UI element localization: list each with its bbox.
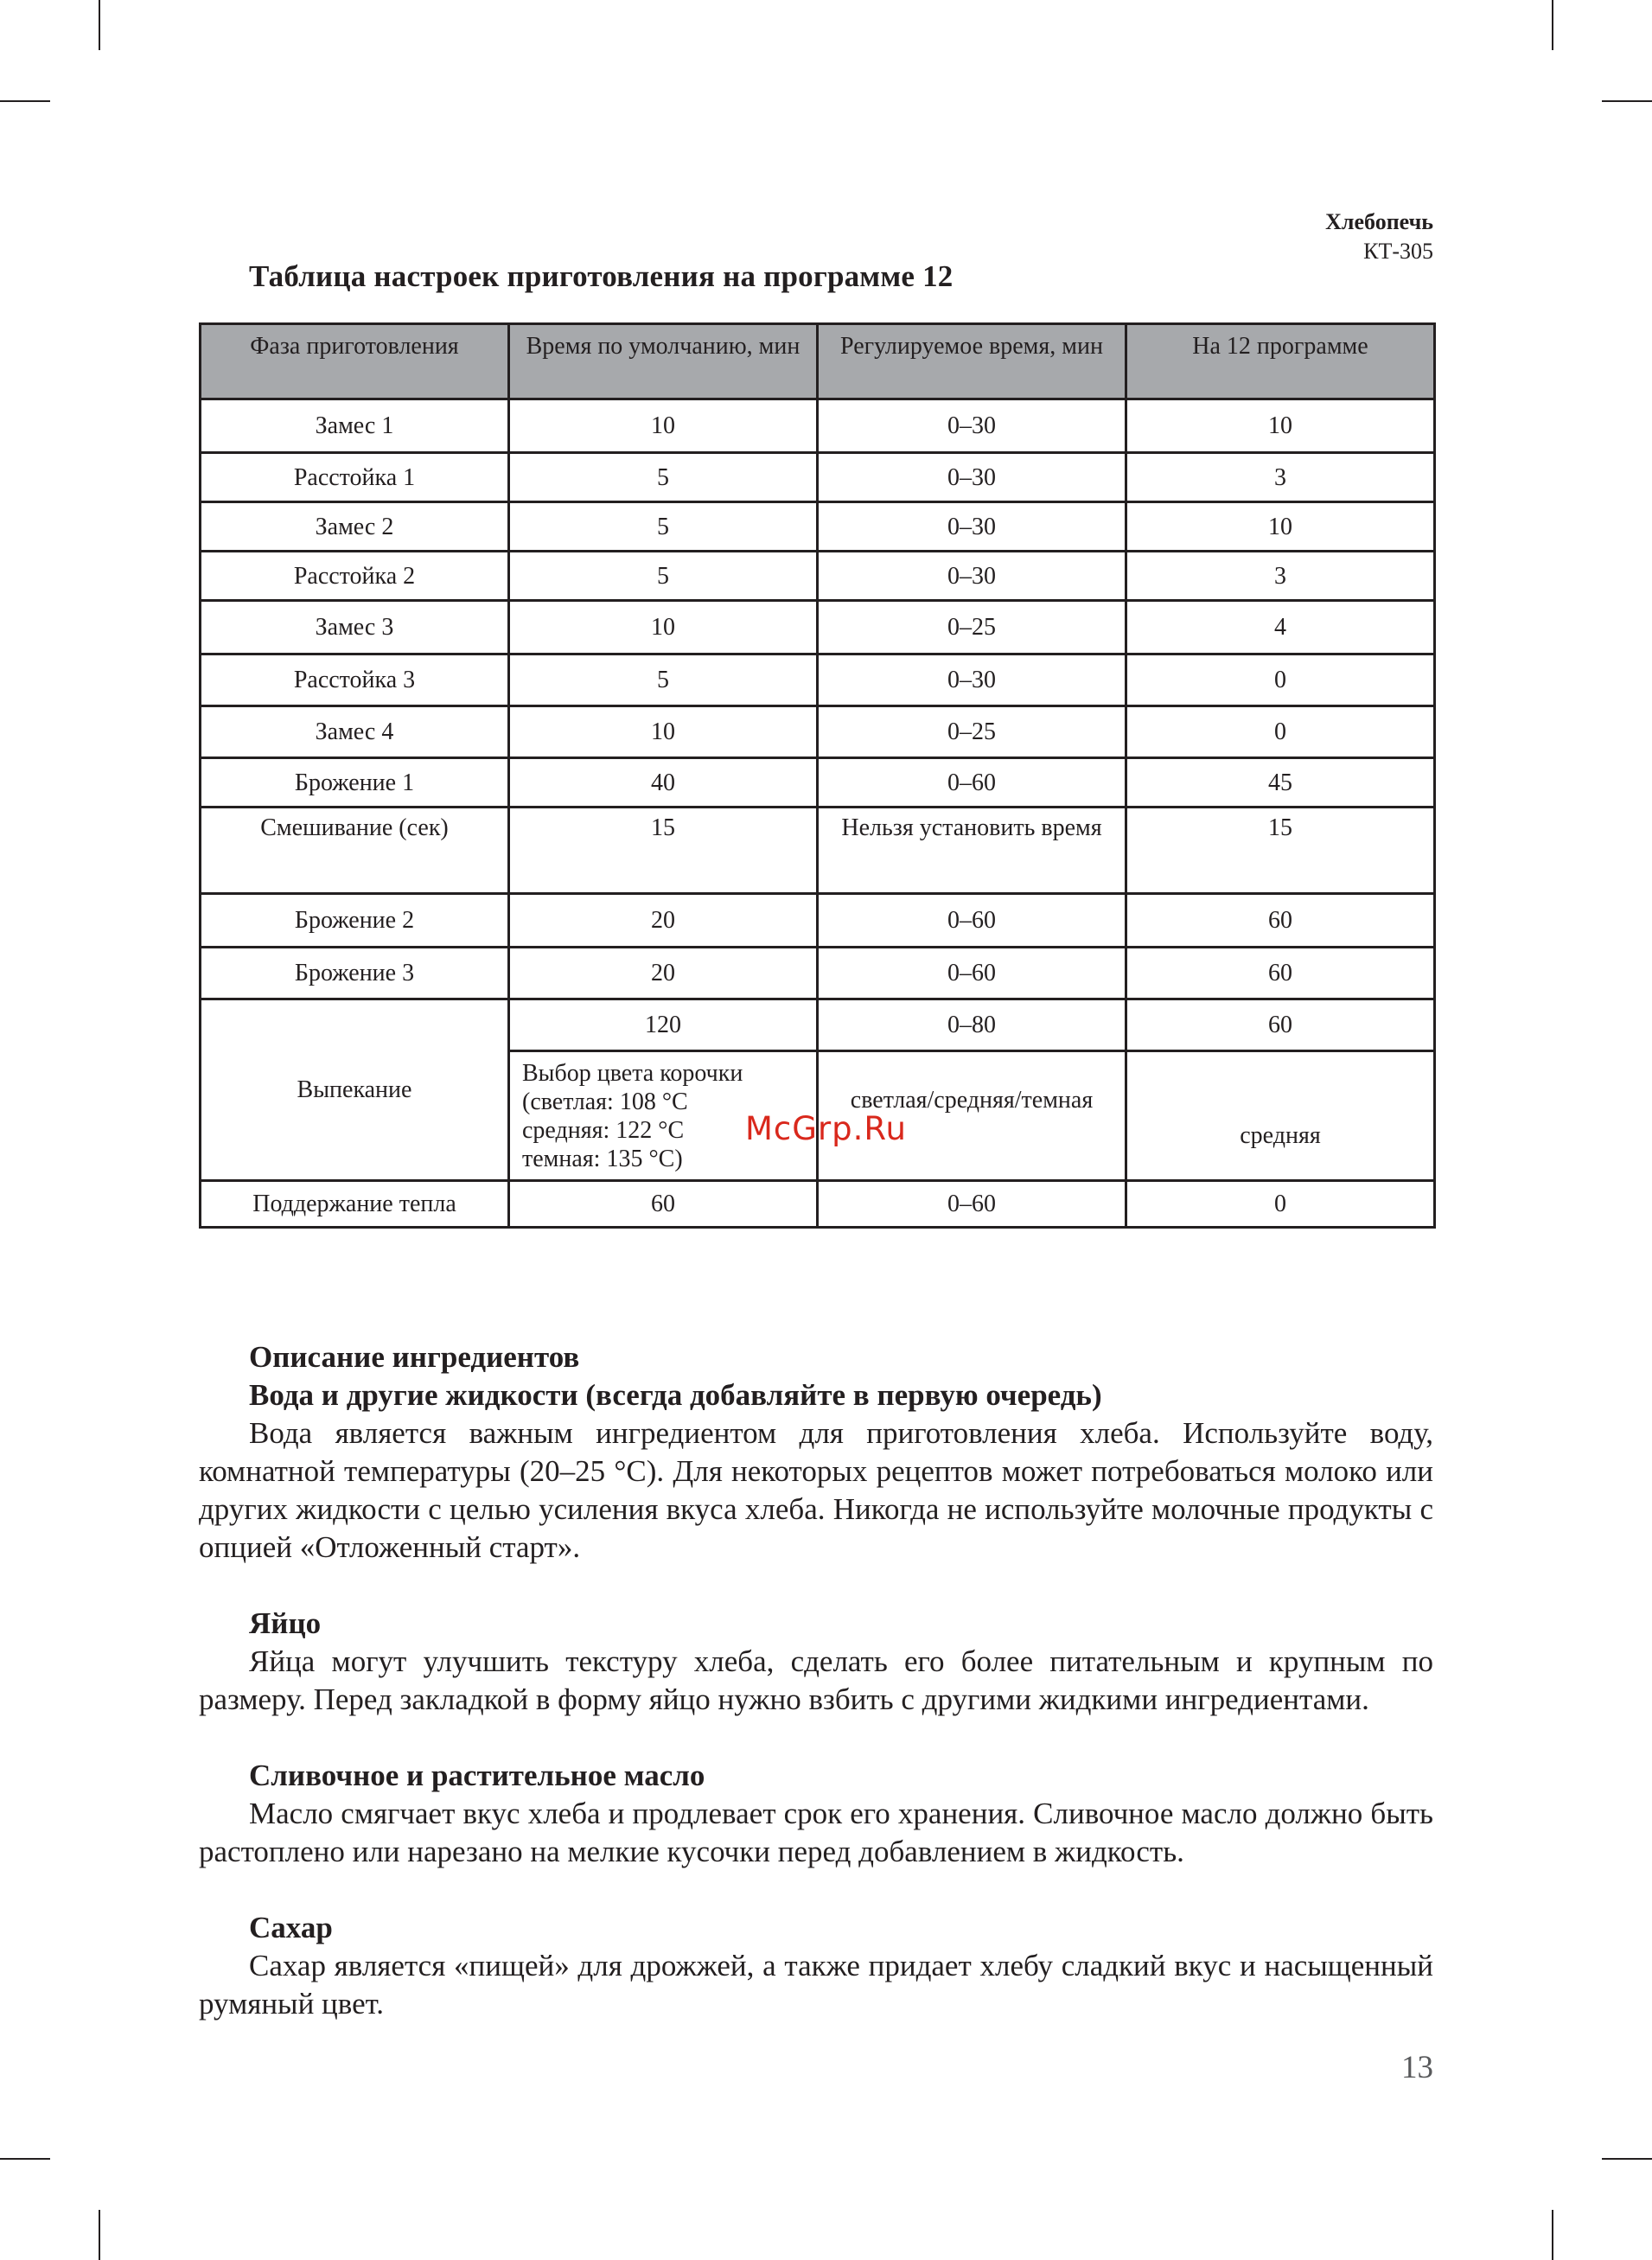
crust-color-line: Выбор цвета корочки [522,1059,743,1087]
adjustable-time-cell: 0–30 [818,552,1126,601]
program12-cell: 45 [1126,758,1435,808]
crust-program12-cell: средняя [1126,1051,1435,1181]
default-time-cell: 10 [509,601,818,654]
phase-cell: Замес 1 [201,399,509,453]
watermark: McGrp.Ru [745,1110,907,1147]
crust-color-line: (светлая: 108 °C [522,1088,688,1115]
program12-cell: 10 [1126,502,1435,552]
table-row [201,654,1435,706]
table-row [201,706,1435,758]
phase-cell: Расстойка 1 [201,453,509,502]
table-row [201,758,1435,808]
program12-cell: 0 [1126,706,1435,758]
column-header: Фаза приготовления [201,324,509,399]
column-header: На 12 программе [1126,324,1435,399]
phase-cell: Расстойка 3 [201,654,509,706]
crop-mark [1552,0,1553,50]
running-header [1325,207,1433,266]
adjustable-time-cell: 0–60 [818,894,1126,948]
crust-color-line: средняя: 122 °C [522,1116,685,1144]
program12-cell: 0 [1126,654,1435,706]
adjustable-time-cell: Нельзя установить время [818,808,1126,894]
crop-mark [1602,100,1652,102]
adjustable-time-cell: 0–30 [818,453,1126,502]
program12-cell: 4 [1126,601,1435,654]
default-time-cell: 40 [509,758,818,808]
crop-mark [99,0,100,50]
default-time-cell: 60 [509,1181,818,1228]
adjustable-time-cell: 0–80 [818,999,1126,1051]
table-row [201,1181,1435,1228]
program12-cell: 10 [1126,399,1435,453]
crop-mark [99,2210,100,2260]
crop-mark [1552,2210,1553,2260]
phase-cell: Брожение 3 [201,948,509,999]
crust-color-line: темная: 135 °C) [522,1145,683,1172]
butter-paragraph: Масло смягчает вкус хлеба и продлевает срок его хранения. Сливочное масло должно быть растоплено или нарезано на мелкие кусочки перед добавлением в жидкость. [199,1797,1433,1868]
table-row [201,894,1435,948]
crop-mark [0,100,50,102]
table-row [201,399,1435,453]
sugar-heading: Сахар [249,1911,333,1944]
default-time-cell: 10 [509,706,818,758]
page-number: 13 [1401,2050,1433,2085]
program12-cell: 0 [1126,1181,1435,1228]
table-row [201,502,1435,552]
table-header-row [201,324,1435,399]
sugar-paragraph: Сахар является «пищей» для дрожжей, а также придает хлебу сладкий вкус и насыщенный румяный цвет. [199,1949,1433,2021]
default-time-cell: 20 [509,948,818,999]
phase-cell: Расстойка 2 [201,552,509,601]
column-header: Время по умолчанию, мин [509,324,818,399]
table-row [201,948,1435,999]
phase-cell: Замес 4 [201,706,509,758]
default-time-cell: 5 [509,453,818,502]
phase-cell: Замес 3 [201,601,509,654]
table-row [201,453,1435,502]
crop-mark [1602,2158,1652,2160]
crop-mark [0,2158,50,2160]
egg-paragraph: Яйца могут улучшить текстуру хлеба, сделать его более питательным и крупным по размеру. Перед закладкой в форму яйцо нужно взбить с другими жидкими ингредиентами. [199,1644,1433,1716]
default-time-cell: 20 [509,894,818,948]
crust-adjustable-cell: светлая/средняя/темная [818,1051,1126,1181]
water-section [199,1338,1433,1567]
phase-cell: Брожение 1 [201,758,509,808]
adjustable-time-cell: 0–25 [818,601,1126,654]
column-header: Регулируемое время, мин [818,324,1126,399]
water-paragraph: Вода является важным ингредиентом для приготовления хлеба. Используйте воду, комнатной температуры (20–25 °C). Для некоторых рецептов может потребоваться молоко или других жидкости с целью усиления вкуса хлеба. Никогда не используйте молочные продукты с опцией «Отложенный старт». [199,1416,1433,1564]
header-product: Хлебопечь [1325,209,1433,234]
adjustable-time-cell: 0–25 [818,706,1126,758]
program12-cell: 60 [1126,999,1435,1051]
butter-section [199,1757,1433,1871]
butter-heading: Сливочное и растительное масло [249,1759,705,1792]
default-time-cell: 15 [509,808,818,894]
program12-cell: 15 [1126,808,1435,894]
program12-cell: 60 [1126,894,1435,948]
program12-cell: 3 [1126,453,1435,502]
default-time-cell: 120 [509,999,818,1051]
table-row [201,601,1435,654]
phase-cell: Поддержание тепла [201,1181,509,1228]
phase-cell: Замес 2 [201,502,509,552]
adjustable-time-cell: 0–60 [818,758,1126,808]
adjustable-time-cell: 0–60 [818,1181,1126,1228]
default-time-cell: 10 [509,399,818,453]
phase-cell-baking: Выпекание [201,999,509,1181]
ingredients-section [199,1338,1433,2023]
phase-cell: Брожение 2 [201,894,509,948]
table-row [201,808,1435,894]
sugar-section [199,1909,1433,2023]
default-time-cell: 5 [509,552,818,601]
default-time-cell: 5 [509,502,818,552]
phase-cell: Смешивание (сек) [201,808,509,894]
adjustable-time-cell: 0–30 [818,399,1126,453]
program12-cell: 60 [1126,948,1435,999]
program-settings-table [199,322,1436,1229]
table-title: Таблица настроек приготовления на программе 12 [249,259,954,293]
table-row [201,552,1435,601]
default-time-cell: 5 [509,654,818,706]
egg-section [199,1605,1433,1719]
table-row [201,999,1435,1051]
ingredients-heading: Описание ингредиентов [249,1340,580,1374]
egg-heading: Яйцо [249,1606,322,1640]
program12-cell: 3 [1126,552,1435,601]
adjustable-time-cell: 0–60 [818,948,1126,999]
water-heading: Вода и другие жидкости (всегда добавляйте в первую очередь) [249,1378,1102,1412]
adjustable-time-cell: 0–30 [818,654,1126,706]
adjustable-time-cell: 0–30 [818,502,1126,552]
header-model: КТ-305 [1363,239,1433,264]
